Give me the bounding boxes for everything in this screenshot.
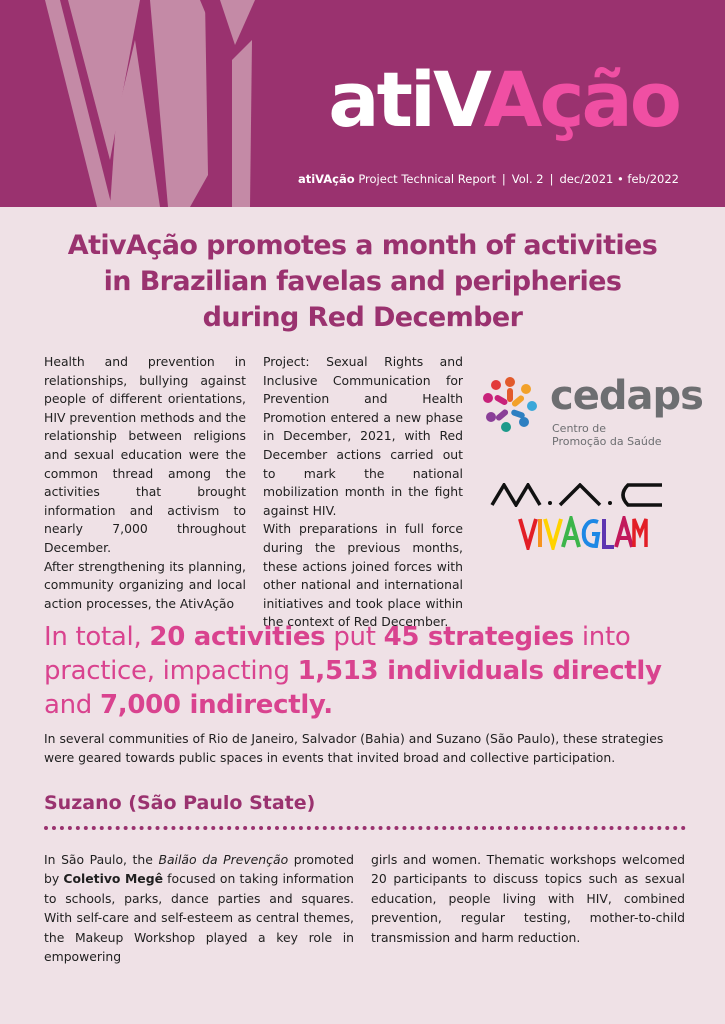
report-subtitle xyxy=(298,172,679,186)
vivaglam-logo xyxy=(518,516,648,550)
section-heading: Suzano (São Paulo State) xyxy=(44,792,316,814)
cedaps-name: cedaps xyxy=(550,373,703,419)
highlight-text: In total, xyxy=(44,622,150,652)
article-column-1 xyxy=(44,353,246,613)
partner-logos xyxy=(478,370,703,560)
highlight-text: put xyxy=(325,622,384,652)
section-text: In São Paulo, the xyxy=(44,852,159,867)
title-line: in Brazilian favelas and peripheries xyxy=(103,266,622,297)
brand-pink-part: Ação xyxy=(483,55,679,144)
ativacao-logo-graphic xyxy=(0,0,260,207)
mac-logo xyxy=(490,483,670,507)
separator: | xyxy=(501,172,506,186)
section-text: promoted by xyxy=(44,852,354,887)
cedaps-logo-icon xyxy=(478,372,542,436)
article-title xyxy=(40,228,685,336)
highlight-number: 45 strategies xyxy=(383,622,574,652)
period-label: dec/2021 • feb/2022 xyxy=(559,172,679,186)
brand-white-part: atiV xyxy=(328,55,484,144)
report-type: Project Technical Report xyxy=(358,172,496,186)
brand-wordmark xyxy=(328,55,679,144)
project-name: atiVAção xyxy=(297,172,355,186)
highlight-text: and xyxy=(44,690,100,720)
header-banner xyxy=(0,0,725,207)
title-line: during Red December xyxy=(202,302,523,333)
cedaps-subtitle-line: Promoção da Saúde xyxy=(552,435,662,448)
paragraph: After strengthening its planning, community organizing and local action processes, the AtivAção xyxy=(44,558,246,611)
impact-highlight xyxy=(44,620,686,722)
highlight-number: 20 activities xyxy=(149,622,326,652)
collective-name: Coletivo Megê xyxy=(63,871,163,887)
volume-label: Vol. 2 xyxy=(511,172,544,186)
section-text: focused on taking information to schools, parks, dance parties and squares. With self-care and self-esteem as central themes, the Makeup Workshop played a key role in empowering xyxy=(44,871,355,965)
highlight-text: into practice, impacting xyxy=(44,622,631,686)
paragraph: Health and prevention in relationships, bullying against people of different orientations, HIV prevention methods and the relationship between religions and sexual education were the common thread among the activities that brought information and activism to nearly 7,000 throughout December. xyxy=(44,354,247,555)
title-line: AtivAção promotes a month of activities xyxy=(67,230,658,261)
article-column-2 xyxy=(263,353,463,632)
dotted-divider xyxy=(44,826,686,830)
section-column-1 xyxy=(44,850,354,966)
cedaps-subtitle xyxy=(552,422,662,448)
highlight-number: 7,000 indirectly. xyxy=(99,690,333,720)
section-column-2: girls and women. Thematic workshops welcomed 20 participants to discuss topics such as sexual education, people living with HIV, combined prevention, regular testing, mother-to-child transmission and harm reduction. xyxy=(371,852,685,945)
event-name: Bailão da Prevenção xyxy=(158,852,289,867)
highlight-number: 1,513 individuals directly xyxy=(297,656,662,686)
paragraph: With preparations in full force during the previous months, these actions joined forces with other national and international initiatives and took place within the context of Red December. xyxy=(263,521,463,630)
intro-paragraph: In several communities of Rio de Janeiro, Salvador (Bahia) and Suzano (São Paulo), these strategies were geared towards public spaces in events that invited broad and collective participation. xyxy=(44,731,664,765)
cedaps-subtitle-line: Centro de xyxy=(552,422,606,435)
separator: | xyxy=(549,172,554,186)
paragraph: Project: Sexual Rights and Inclusive Communication for Prevention and Health Promotion entered a new phase in December, 2021, with Red December actions carried out to mark the national mobilization month in the fight against HIV. xyxy=(263,354,463,518)
